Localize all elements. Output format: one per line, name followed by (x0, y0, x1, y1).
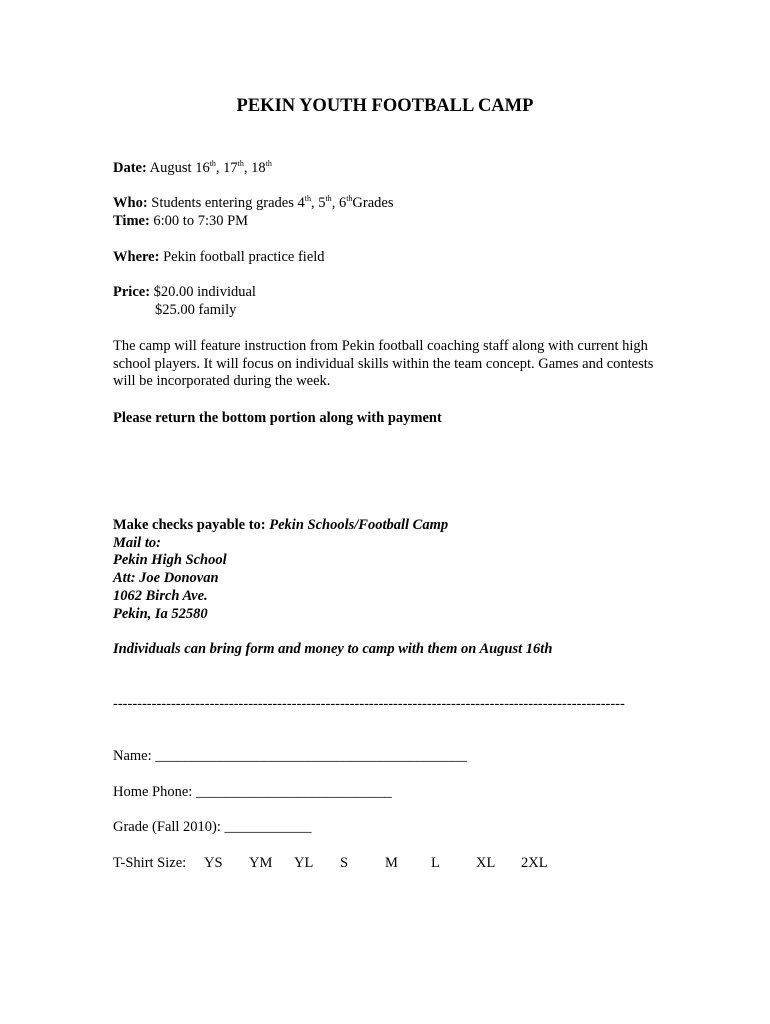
address-name: Pekin High School (113, 552, 227, 568)
price-label: Price: (113, 284, 151, 300)
grade-suffix: th (304, 194, 311, 203)
mail-to-label: Mail to: (113, 535, 161, 551)
name-field: Name: ___________________________________________ (113, 748, 468, 764)
tshirt-size-option: YL (294, 855, 314, 871)
price-individual: $20.00 individual (153, 284, 256, 300)
address-city: Pekin, Ia 52580 (113, 606, 208, 622)
camp-description: The camp will feature instruction from Pekin football coaching staff along with current high school players. It will focus on individual skills within the team concept. Games and contests will be incorporated during the week. (113, 338, 654, 389)
time-label: Time: (113, 213, 150, 229)
time-line (113, 212, 248, 230)
page-title: PEKIN YOUTH FOOTBALL CAMP (236, 96, 534, 116)
return-note-line (113, 409, 442, 427)
date-day: 17 (223, 160, 238, 176)
tshirt-size-option: YM (249, 855, 273, 871)
grade-field: Grade (Fall 2010): ____________ (113, 819, 312, 835)
tshirt-size-option: XL (476, 855, 496, 871)
tshirt-size-label: T-Shirt Size: (113, 855, 187, 871)
home-phone-field: Home Phone: ___________________________ (113, 784, 392, 800)
grade-num: 6 (338, 195, 347, 211)
return-note: Please return the bottom portion along with payment (113, 410, 442, 426)
checks-line (113, 516, 448, 534)
tshirt-size-option: L (431, 855, 440, 871)
tshirt-size-line (113, 854, 548, 872)
tshirt-size-option: YS (204, 855, 223, 871)
tshirt-size-option: M (385, 855, 398, 871)
tshirt-size-option: S (340, 855, 349, 871)
date-day: 18 (251, 160, 266, 176)
who-label: Who: (113, 195, 148, 211)
price-family: $25.00 family (155, 302, 237, 318)
tshirt-size-option: 2XL (521, 855, 548, 871)
date-day-suffix: th (209, 159, 216, 168)
time-value: 6:00 to 7:30 PM (153, 213, 249, 229)
date-label: Date: (113, 160, 147, 176)
grade-num: 5 (318, 195, 326, 211)
grade-num: 4 (297, 195, 305, 211)
who-line: Who: Students entering grades 4th, 5th, 6thGrades (113, 194, 394, 211)
date-month: August (149, 160, 192, 176)
where-label: Where: (113, 249, 160, 265)
cut-line-divider: ---------------------------------------------------------------------------------------------------------- (113, 696, 625, 712)
where-line (113, 248, 325, 266)
who-prefix: Students entering grades (151, 195, 294, 211)
address-attention: Att: Joe Donovan (113, 570, 219, 586)
who-trailer: Grades (352, 195, 394, 211)
checks-payee: Pekin Schools/Football Camp (269, 517, 449, 533)
date-day-suffix: th (265, 159, 272, 168)
checks-label: Make checks payable to: (113, 517, 266, 533)
address-street: 1062 Birch Ave. (113, 588, 208, 604)
date-day-suffix: th (237, 159, 244, 168)
grade-suffix: th (325, 194, 332, 203)
price-line (113, 283, 256, 301)
where-value: Pekin football practice field (163, 249, 325, 265)
date-line: Date: August 16th, 17th, 18th (113, 159, 272, 176)
camp-note: Individuals can bring form and money to camp with them on August 16th (113, 641, 553, 657)
grade-suffix: th (346, 194, 353, 203)
date-day: 16 (195, 160, 210, 176)
